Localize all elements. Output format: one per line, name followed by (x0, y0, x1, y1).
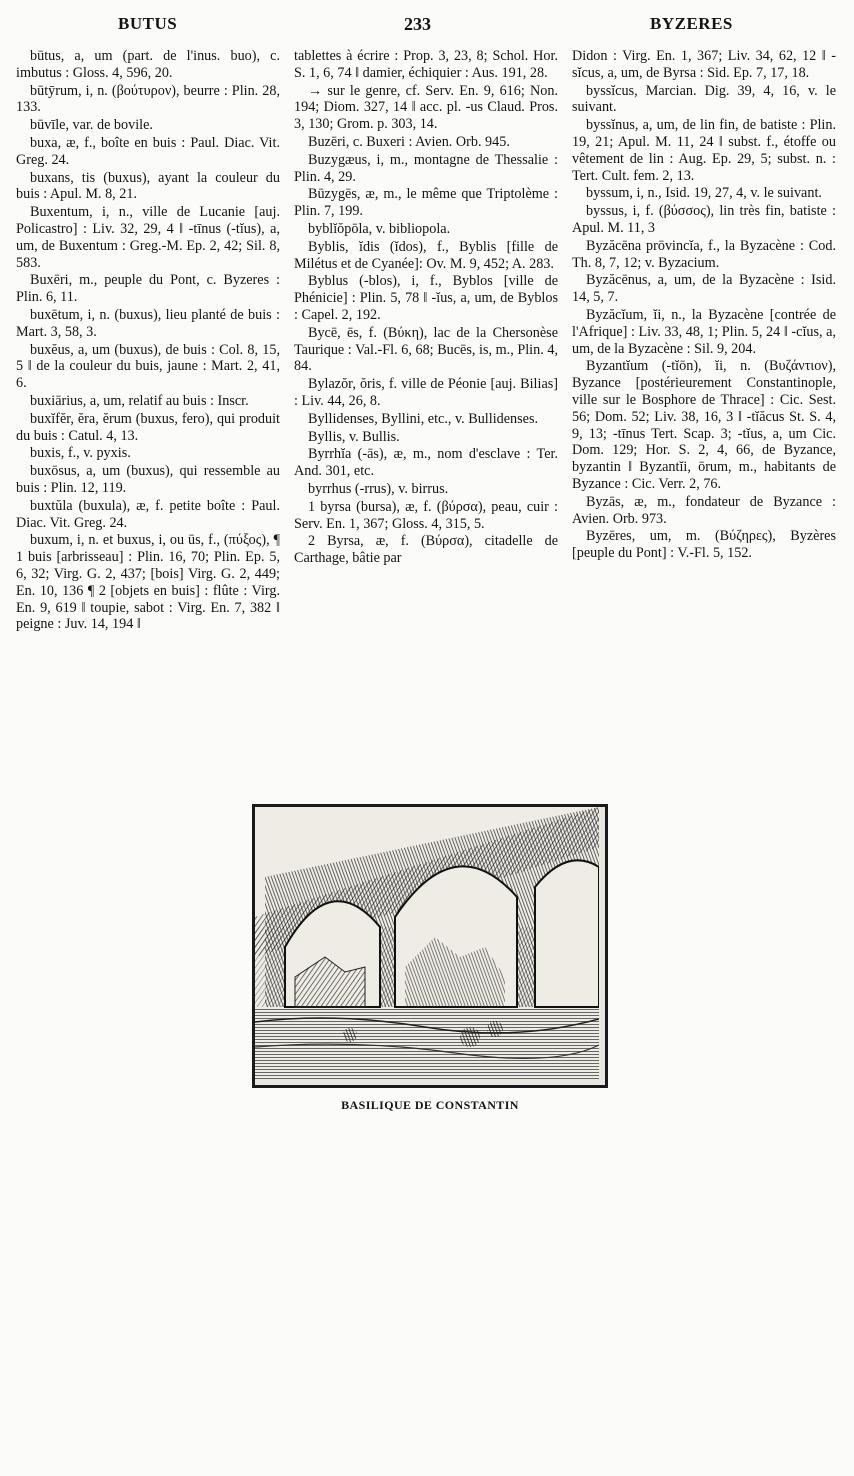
dictionary-entry: Byblis, ĭdis (ĭdos), f., Byblis [fille de Milétus et de Cyanée]: Ov. M. 9, 452; A. 283. (294, 238, 558, 272)
dictionary-entry: buxum, i, n. et buxus, i, ou ūs, f., (πύξος), ¶ 1 buis [arbrisseau] : Plin. 16, 70; Plin. Ep. 5, 6, 32; Virg. G. 2, 437; [bois] Virg. G. 2, 449; En. 10, 136 ¶ 2 [objets en buis] : flûte : Virg. En. 9, 619 ‖ toupie, sabot : Virg. En. 7, 382 ‖ peigne : Juv. 14, 194 ‖ (16, 532, 280, 633)
dictionary-entry: Būzygēs, æ, m., le même que Triptolème : Plin. 7, 199. (294, 186, 558, 220)
dictionary-entry: Byzās, æ, m., fondateur de Byzance : Avien. Orb. 973. (572, 493, 836, 527)
dictionary-entry: buxtŭla (buxula), æ, f. petite boîte : Paul. Diac. Vit. Greg. 24. (16, 497, 280, 531)
dictionary-entry: Buzēri, c. Buxeri : Avien. Orb. 945. (308, 133, 510, 150)
running-head (0, 10, 854, 36)
dictionary-entry: Byzăcēnus, a, um, de la Byzacène : Isid. 14, 5, 7. (572, 272, 836, 306)
dictionary-entry: Didon : Virg. En. 1, 367; Liv. 34, 62, 12 ‖ -sĭcus, a, um, de Byrsa : Sid. Ep. 7, 17, 18. (572, 48, 836, 81)
left-guideword: BUTUS (118, 14, 178, 33)
dictionary-entry: buxans, tis (buxus), ayant la couleur du buis : Apul. M. 8, 21. (16, 169, 280, 203)
dictionary-entry: buxōsus, a, um (buxus), qui ressemble au buis : Plin. 12, 119. (16, 463, 280, 496)
dictionary-entry: Byzantĭum (-tĭōn), ĭi, n. (Βυζάντιον), Byzance [postérieurement Constantinople, ville sur le Bosphore de Thrace] : Cic. Sest. 56; Dom. 52; Liv. 38, 16, 3 ‖ -tĭăcus St. S. 4, 9, 13; -tīnus Tert. Scap. 3; -tĭus, a, um Cic. Dom. 129; Hor. S. 2, 4, 66, de Byzance, byzantin ‖ Byzantĭi, ōrum, m., habitants de Byzance : Cic. Verr. 2, 76. (572, 358, 836, 492)
dictionary-entry: buxētum, i, n. (buxus), lieu planté de buis : Mart. 3, 58, 3. (16, 306, 280, 340)
dictionary-entry: buxis, f., v. pyxis. (30, 445, 131, 462)
dictionary-entry: buxĭfĕr, ĕra, ĕrum (buxus, fero), qui produit du buis : Catul. 4, 13. (16, 410, 280, 444)
dictionary-entry: byblĭŏpōla, v. bibliopola. (308, 220, 451, 237)
dictionary-entry: Byllidenses, Byllini, etc., v. Bullidenses. (308, 410, 539, 427)
dictionary-entry: buxĕus, a, um (buxus), de buis : Col. 8, 15, 5 ‖ de la couleur du buis, jaune : Mart. 2, 41, 6. (16, 341, 280, 392)
dictionary-entry: byrrhus (-rrus), v. birrus. (308, 480, 449, 497)
dictionary-entry: būvīle, var. de bovile. (30, 117, 153, 134)
dictionary-entry: byssĭcus, Marcian. Dig. 39, 4, 16, v. le suivant. (572, 82, 836, 116)
page-number: 233 (404, 14, 431, 34)
column-3 (572, 48, 836, 708)
dictionary-entry: Byrrhĭa (-ās), æ, m., nom d'esclave : Ter. And. 301, etc. (294, 446, 558, 480)
dictionary-entry: Buxentum, i, n., ville de Lucanie [auj. Policastro] : Liv. 32, 29, 4 ‖ -tīnus (-tĭus), a, um, de Buxentum : Greg.-M. Ep. 2, 42; Sil. 8, 583. (16, 204, 280, 271)
column-1 (16, 48, 280, 708)
dictionary-entry: Byblus (-blos), i, f., Byblos [ville de Phénicie] : Plin. 5, 78 ‖ -ĭus, a, um, de Byblos : Capel. 2, 192. (294, 273, 558, 323)
dictionary-entry: Byzēres, um, m. (Βύζηρες), Byzères [peuple du Pont] : V.-Fl. 5, 152. (572, 528, 836, 562)
dictionary-entry: 1 byrsa (bursa), æ, f. (βύρσα), peau, cuir : Serv. En. 1, 367; Gloss. 4, 315, 5. (294, 498, 558, 532)
dictionary-entry: būtus, a, um (part. de l'inus. buo), c. imbutus : Gloss. 4, 596, 20. (16, 48, 280, 81)
entry-columns (16, 48, 836, 708)
dictionary-entry: byssum, i, n., Isid. 19, 27, 4, v. le suivant. (586, 185, 822, 202)
dictionary-entry: buxiārius, a, um, relatif au buis : Inscr. (30, 392, 249, 409)
dictionary-entry: Byzăcĭum, ĭi, n., la Byzacène [contrée de l'Afrique] : Liv. 33, 48, 1; Plin. 5, 24 ‖ -cĭus, a, um, de la Byzacène : Sil. 9, 204. (572, 306, 836, 357)
dictionary-entry: → sur le genre, cf. Serv. En. 9, 616; Non. 194; Diom. 327, 14 ‖ acc. pl. -us Claud. Pros. 3, 130; Grom. p. 303, 14. (294, 82, 558, 133)
dictionary-entry: Bylazŏr, ŏris, f. ville de Péonie [auj. Bilias] : Liv. 44, 26, 8. (294, 376, 558, 409)
basilica-illustration (252, 804, 608, 1088)
dictionary-entry: buxa, æ, f., boîte en buis : Paul. Diac. Vit. Greg. 24. (16, 134, 280, 168)
dictionary-entry: tablettes à écrire : Prop. 3, 23, 8; Schol. Hor. S. 1, 6, 74 ‖ damier, échiquier : Aus. 191, 28. (294, 48, 558, 81)
dictionary-entry: 2 Byrsa, æ, f. (Βύρσα), citadelle de Carthage, bâtie par (294, 533, 558, 567)
dictionary-entry: Buxēri, m., peuple du Pont, c. Byzeres : Plin. 6, 11. (16, 272, 280, 306)
dictionary-entry: byssĭnus, a, um, de lin fin, de batiste : Plin. 19, 21; Apul. M. 11, 24 ‖ subst. f., étoffe ou vêtement de lin : Aug. Ep. 29, 5; subst. n. : Tert. Cult. fem. 2, 13. (572, 117, 836, 184)
dictionary-entry: Buzygæus, i, m., montagne de Thessalie : Plin. 4, 29. (294, 151, 558, 185)
right-guideword: BYZERES (650, 14, 733, 33)
basilica-ruins-icon (255, 807, 599, 1079)
dictionary-entry: būtȳrum, i, n. (βούτυρον), beurre : Plin. 28, 133. (16, 82, 280, 116)
column-2 (294, 48, 558, 708)
dictionary-entry: byssus, i, f. (βύσσος), lin très fin, batiste : Apul. M. 11, 3 (572, 203, 836, 236)
dictionary-entry: Byzăcēna prōvincĭa, f., la Byzacène : Cod. Th. 8, 7, 12; v. Byzacium. (572, 237, 836, 271)
figure-caption: BASILIQUE DE CONSTANTIN (341, 1098, 519, 1112)
dictionary-entry: Byllis, v. Bullis. (308, 428, 400, 445)
dictionary-entry: Bycē, ēs, f. (Βύκη), lac de la Chersonèse Taurique : Val.-Fl. 6, 68; Bucēs, is, m., Plin. 4, 84. (294, 324, 558, 375)
